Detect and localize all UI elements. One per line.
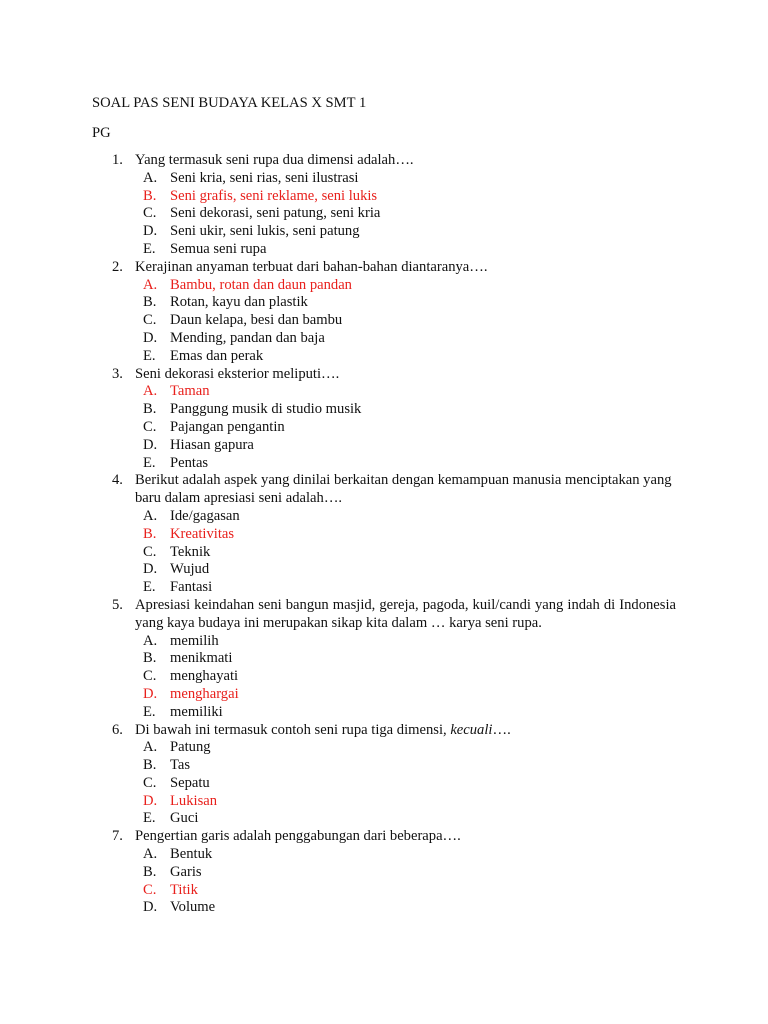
option-b [0, 864, 768, 882]
option-d [0, 686, 768, 704]
option-letter: C. [143, 543, 157, 560]
option-letter: A. [143, 739, 158, 756]
document-title: SOAL PAS SENI BUDAYA KELAS X SMT 1 [92, 95, 367, 111]
option-a [0, 633, 768, 651]
option-letter: C. [143, 418, 157, 435]
option-b [0, 401, 768, 419]
option-text: Seni ukir, seni lukis, seni patung [170, 223, 360, 240]
option-b [0, 526, 768, 544]
option-d [0, 561, 768, 579]
option-b [0, 188, 768, 206]
option-text: Panggung musik di studio musik [170, 401, 362, 418]
option-letter: A. [143, 383, 158, 400]
question-text: Berikut adalah aspek yang dinilai berkaitan dengan kemampuan manusia menciptakan yang baru dalam apresiasi seni adalah…. [135, 472, 672, 507]
option-text: menikmati [170, 650, 233, 667]
option-letter: B. [143, 525, 157, 542]
question-text: Kerajinan anyaman terbuat dari bahan-bahan diantaranya…. [135, 258, 488, 275]
question-list [0, 152, 768, 917]
option-a [0, 277, 768, 295]
option-c [0, 312, 768, 330]
section-label: PG [92, 125, 111, 141]
option-letter: C. [143, 205, 157, 222]
option-c [0, 544, 768, 562]
option-letter: D. [143, 223, 158, 240]
option-text: Pajangan pengantin [170, 418, 285, 435]
question-number: 2. [112, 258, 123, 275]
option-c [0, 419, 768, 437]
question-text: Pengertian garis adalah penggabungan dari beberapa…. [135, 828, 461, 845]
option-c [0, 668, 768, 686]
question-number: 3. [112, 365, 123, 382]
option-text: menghayati [170, 668, 239, 685]
option-a [0, 846, 768, 864]
option-letter: D. [143, 561, 158, 578]
question-number: 7. [112, 828, 123, 845]
question-stem [0, 259, 768, 277]
option-letter: E. [143, 240, 156, 257]
option-letter: C. [143, 774, 157, 791]
question-1 [0, 152, 768, 259]
option-text: Seni grafis, seni reklame, seni lukis [170, 187, 378, 204]
option-letter: B. [143, 294, 157, 311]
question-stem [0, 597, 768, 633]
option-letter: C. [143, 312, 157, 329]
question-text [135, 722, 511, 738]
option-letter: B. [143, 650, 157, 667]
option-a [0, 508, 768, 526]
option-letter: D. [143, 436, 158, 453]
option-text: Tas [170, 757, 191, 774]
option-c [0, 775, 768, 793]
option-letter: D. [143, 329, 158, 346]
option-text: Semua seni rupa [170, 240, 267, 257]
option-c [0, 882, 768, 900]
question-text-suffix: …. [492, 721, 511, 738]
option-text: Daun kelapa, besi dan bambu [170, 312, 343, 329]
question-7 [0, 828, 768, 917]
option-d [0, 437, 768, 455]
option-d [0, 330, 768, 348]
question-4 [0, 472, 768, 597]
option-e [0, 704, 768, 722]
option-e [0, 579, 768, 597]
option-text: Kreativitas [170, 525, 235, 542]
option-letter: D. [143, 899, 158, 916]
option-d [0, 223, 768, 241]
option-a [0, 170, 768, 188]
question-stem [0, 828, 768, 846]
option-letter: E. [143, 454, 156, 471]
option-text: Lukisan [170, 792, 218, 809]
option-letter: A. [143, 169, 158, 186]
question-text-emphasis: kecuali [450, 721, 493, 738]
option-text: Wujud [170, 561, 210, 578]
option-letter: E. [143, 579, 156, 596]
option-text: Sepatu [170, 774, 210, 791]
option-letter: D. [143, 685, 158, 702]
question-stem [0, 472, 768, 508]
option-text: menghargai [170, 685, 239, 702]
option-text: Titik [170, 881, 198, 898]
option-letter: E. [143, 703, 156, 720]
option-b [0, 294, 768, 312]
option-letter: E. [143, 347, 156, 364]
option-text: Emas dan perak [170, 347, 264, 364]
option-letter: A. [143, 846, 158, 863]
option-text: Mending, pandan dan baja [170, 329, 325, 346]
option-text: Bentuk [170, 846, 213, 863]
option-letter: B. [143, 187, 157, 204]
option-e [0, 455, 768, 473]
option-text: Volume [170, 899, 216, 916]
option-d [0, 793, 768, 811]
option-e [0, 810, 768, 828]
option-letter: C. [143, 668, 157, 685]
question-5 [0, 597, 768, 722]
option-a [0, 739, 768, 757]
option-text: Fantasi [170, 579, 213, 596]
question-stem [0, 722, 768, 740]
option-b [0, 757, 768, 775]
option-text: Rotan, kayu dan plastik [170, 294, 308, 311]
question-number: 6. [112, 721, 123, 738]
option-text: Teknik [170, 543, 211, 560]
question-3 [0, 366, 768, 473]
option-a [0, 383, 768, 401]
option-text: memilih [170, 632, 219, 649]
option-text: Patung [170, 739, 211, 756]
question-number: 1. [112, 152, 123, 168]
question-stem [0, 366, 768, 384]
option-text: Seni kria, seni rias, seni ilustrasi [170, 169, 359, 186]
option-text: Garis [170, 863, 202, 880]
option-letter: A. [143, 507, 158, 524]
option-text: Hiasan gapura [170, 436, 254, 453]
option-e [0, 348, 768, 366]
question-text: Yang termasuk seni rupa dua dimensi adalah…. [135, 152, 414, 168]
option-d [0, 899, 768, 917]
question-2 [0, 259, 768, 366]
option-c [0, 205, 768, 223]
question-number: 5. [112, 596, 123, 613]
option-letter: D. [143, 792, 158, 809]
option-text: Guci [170, 810, 199, 827]
option-letter: C. [143, 881, 157, 898]
question-stem [0, 152, 768, 170]
option-text: Ide/gagasan [170, 507, 240, 524]
option-letter: B. [143, 401, 157, 418]
question-text: Apresiasi keindahan seni bangun masjid, gereja, pagoda, kuil/candi yang indah di Indonesia yang kaya budaya ini merupakan sikap kita dalam … karya seni rupa. [135, 596, 676, 631]
question-text: Seni dekorasi eksterior meliputi…. [135, 365, 340, 382]
option-letter: A. [143, 632, 158, 649]
option-text: Taman [170, 383, 210, 400]
option-text: Seni dekorasi, seni patung, seni kria [170, 205, 381, 222]
option-text: Bambu, rotan dan daun pandan [170, 276, 352, 293]
question-text-main: Di bawah ini termasuk contoh seni rupa tiga dimensi, [135, 721, 451, 738]
option-text: Pentas [170, 454, 209, 471]
option-e [0, 241, 768, 259]
option-b [0, 650, 768, 668]
question-6 [0, 722, 768, 829]
option-letter: B. [143, 757, 157, 774]
option-letter: A. [143, 276, 158, 293]
option-letter: E. [143, 810, 156, 827]
option-text: memiliki [170, 703, 223, 720]
question-number: 4. [112, 472, 123, 489]
option-letter: B. [143, 863, 157, 880]
